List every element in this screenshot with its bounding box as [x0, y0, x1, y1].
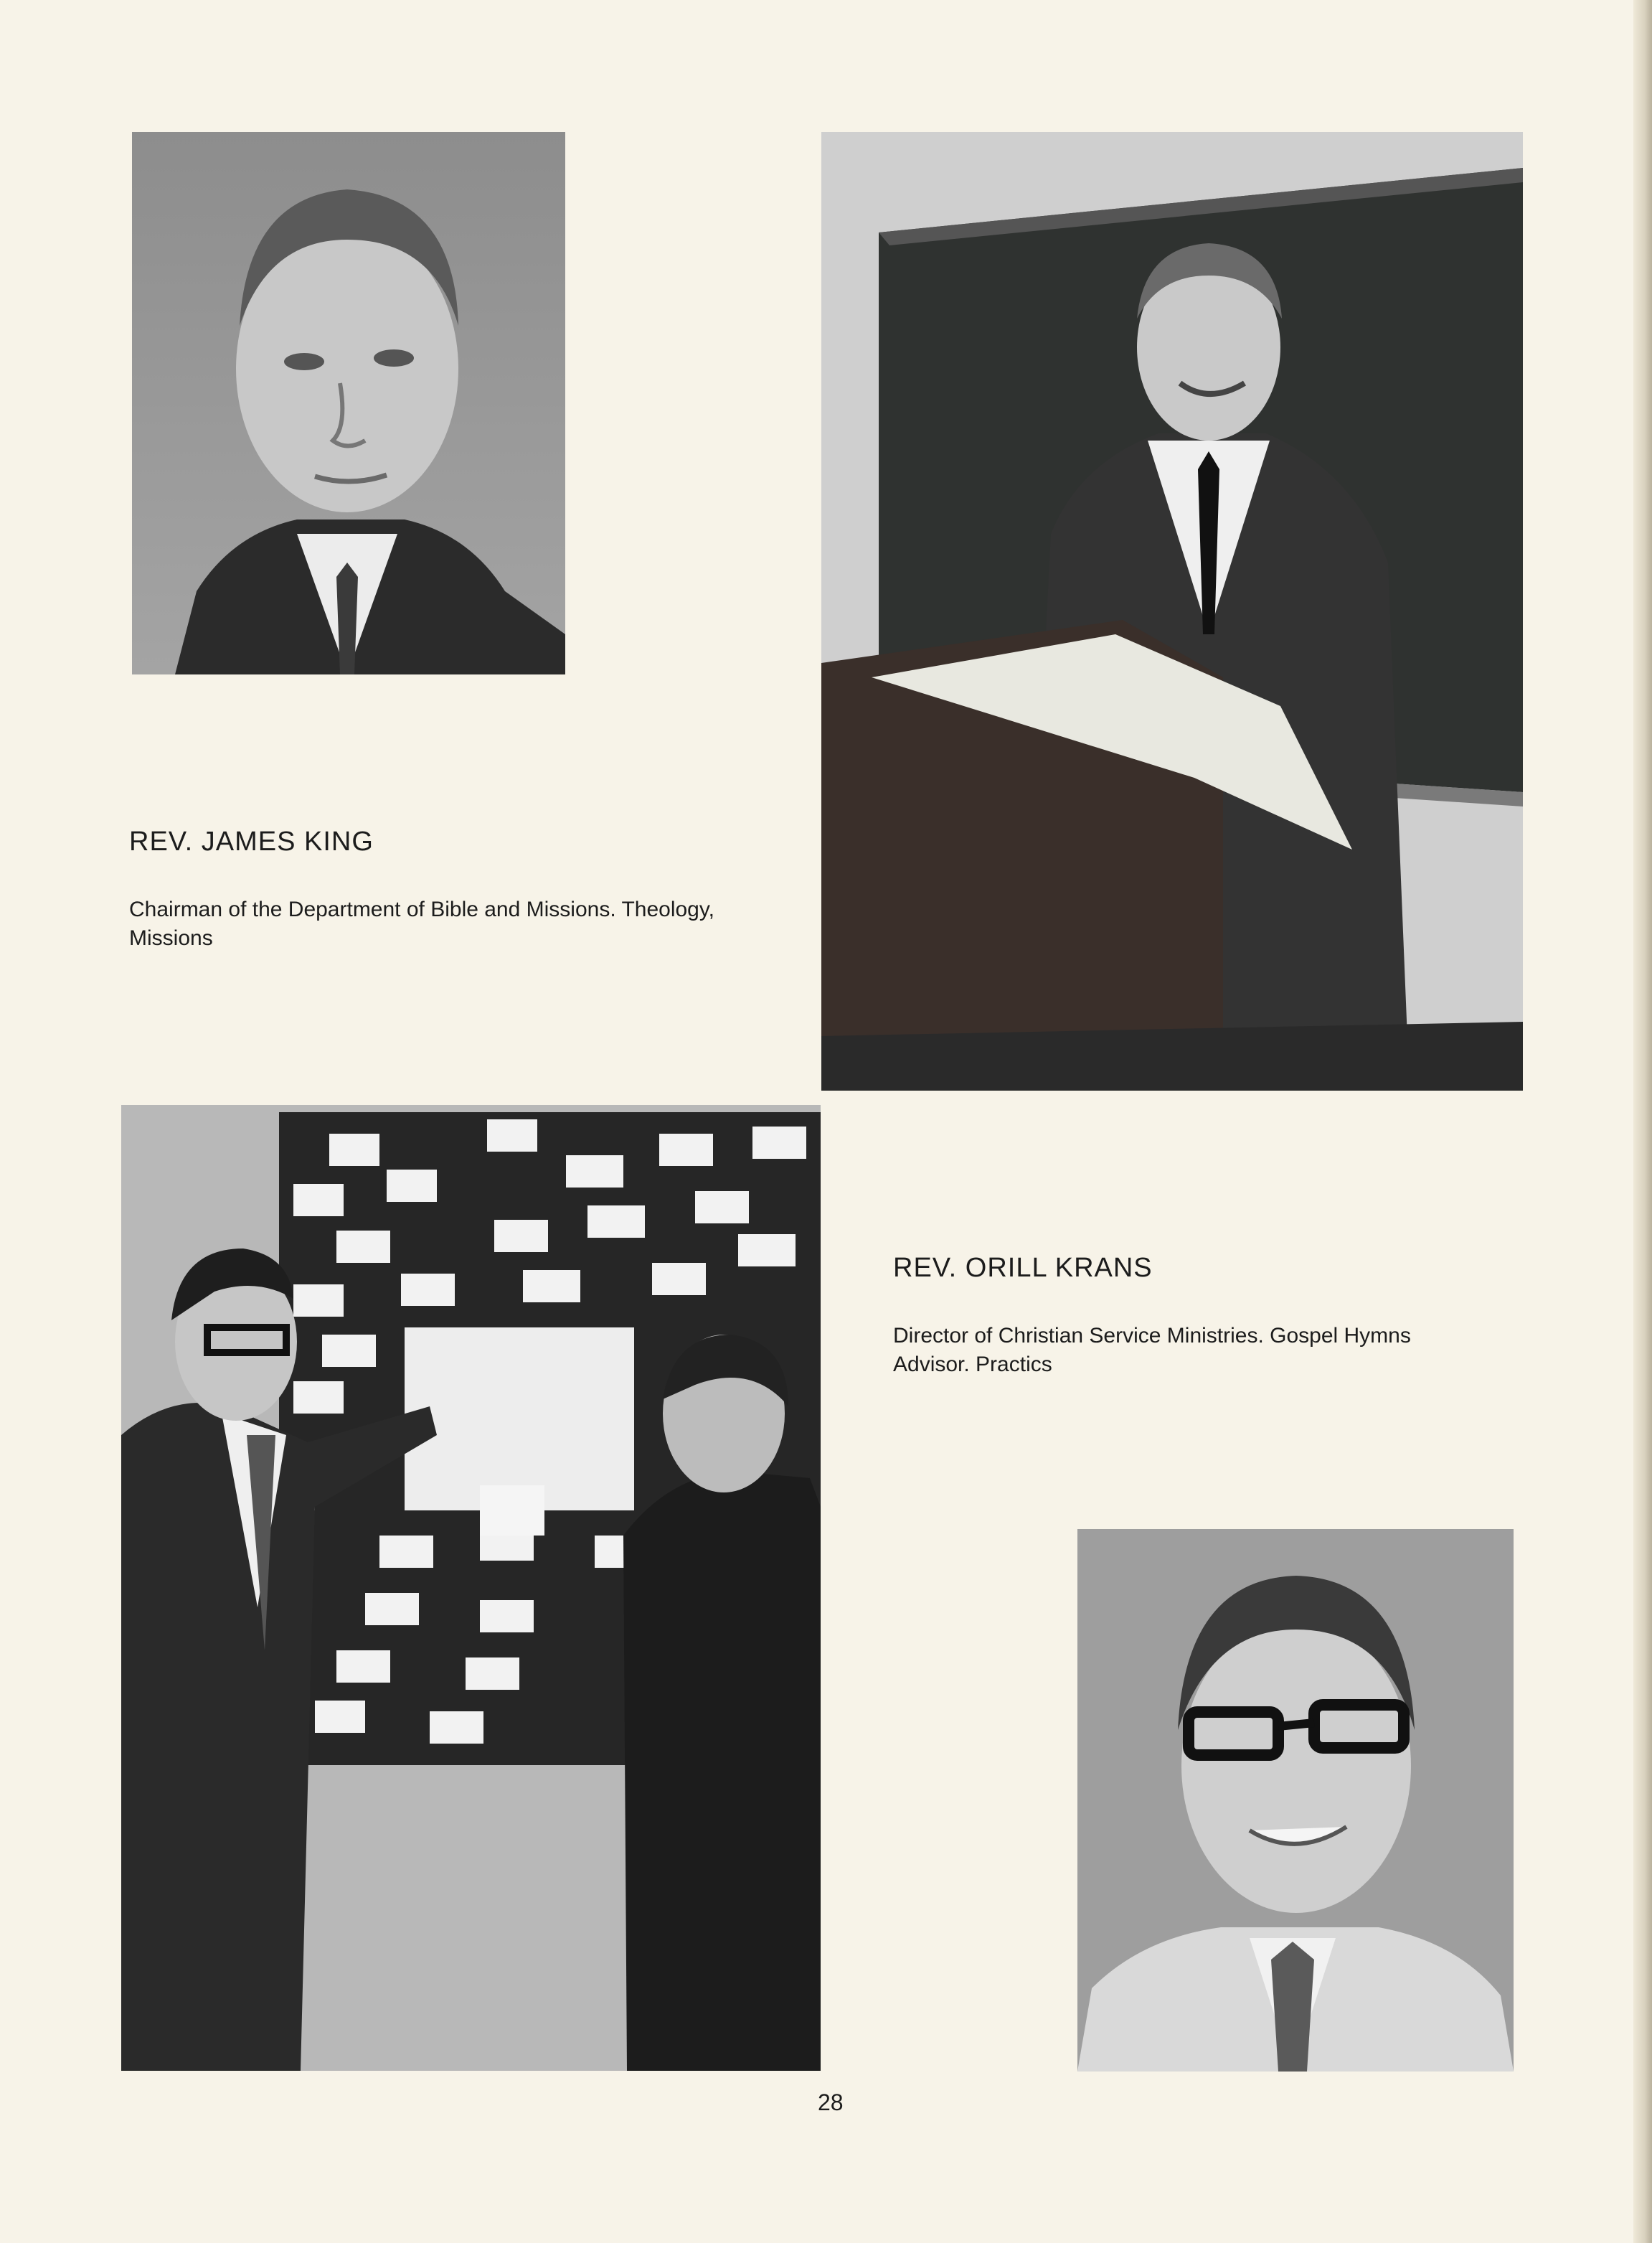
krans-portrait-photo [1077, 1529, 1514, 2072]
page-edge [1633, 0, 1652, 2243]
king-lectern-photo [821, 132, 1523, 1091]
krans-board-photo [121, 1105, 821, 2071]
page-number: 28 [818, 2089, 844, 2115]
profile-description-krans: Director of Christian Service Ministries. Gospel Hymns Advisor. Practics [893, 1324, 1411, 1376]
profile-name-krans: REV. ORILL KRANS [893, 1253, 1153, 1283]
profile-description-king: Chairman of the Department of Bible and Missions. Theology, Missions [129, 898, 714, 950]
king-portrait-photo [132, 132, 565, 674]
profile-name-king: REV. JAMES KING [129, 827, 374, 857]
